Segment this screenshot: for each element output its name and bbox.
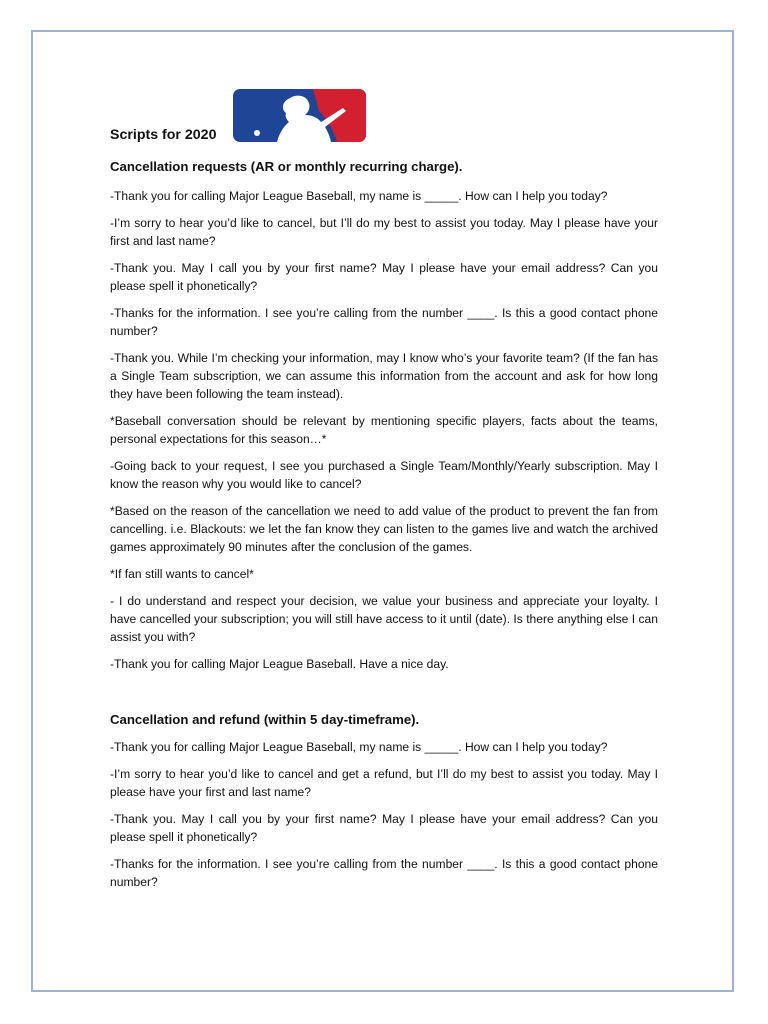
script-note: *Baseball conversation should be relevant by mentioning specific players, facts about the teams, personal expectations for this season…* (110, 414, 658, 446)
script-line: -Thanks for the information. I see you’re calling from the number ____. Is this a good contact phone number? (110, 306, 658, 338)
section-heading-cancellation-requests: Cancellation requests (AR or monthly recurring charge). (110, 159, 463, 174)
script-line: - I do understand and respect your decision, we value your business and appreciate your loyalty. I have cancelled your subscription; you will still have access to it until (date). Is there anything else I can assist you with? (110, 594, 658, 644)
script-line: -Thank you. While I’m checking your information, may I know who’s your favorite team? (If the fan has a Single Team subscription, we can assume this information from the account and ask for how long they have been following the team instead). (110, 351, 658, 401)
mlb-logo-icon (233, 89, 366, 142)
section-heading-cancellation-refund: Cancellation and refund (within 5 day-timeframe). (110, 712, 420, 727)
script-line: -I’m sorry to hear you’d like to cancel and get a refund, but I’ll do my best to assist you today. May I please have your first and last name? (110, 767, 658, 799)
script-line: -Going back to your request, I see you purchased a Single Team/Monthly/Yearly subscription. May I know the reason why you would like to cancel? (110, 459, 658, 491)
script-line: -Thank you. May I call you by your first name? May I please have your email address? Can you please spell it phonetically? (110, 812, 658, 844)
script-note: *If fan still wants to cancel* (110, 567, 254, 581)
page-title: Scripts for 2020 (110, 127, 217, 143)
script-line: -Thanks for the information. I see you’re calling from the number ____. Is this a good contact phone number? (110, 857, 658, 889)
script-note: *Based on the reason of the cancellation we need to add value of the product to prevent the fan from cancelling. i.e. Blackouts: we let the fan know they can listen to the games live and watch the archived games approximately 90 minutes after the conclusion of the games. (110, 504, 658, 554)
script-line: -Thank you. May I call you by your first name? May I please have your email address? Can you please spell it phonetically? (110, 261, 658, 293)
script-line: -Thank you for calling Major League Baseball, my name is _____. How can I help you today? (110, 189, 608, 203)
script-line: -Thank you for calling Major League Baseball, my name is _____. How can I help you today? (110, 740, 608, 754)
script-line: -I’m sorry to hear you’d like to cancel, but I’ll do my best to assist you today. May I please have your first and last name? (110, 216, 658, 248)
script-line: -Thank you for calling Major League Baseball. Have a nice day. (110, 657, 449, 671)
